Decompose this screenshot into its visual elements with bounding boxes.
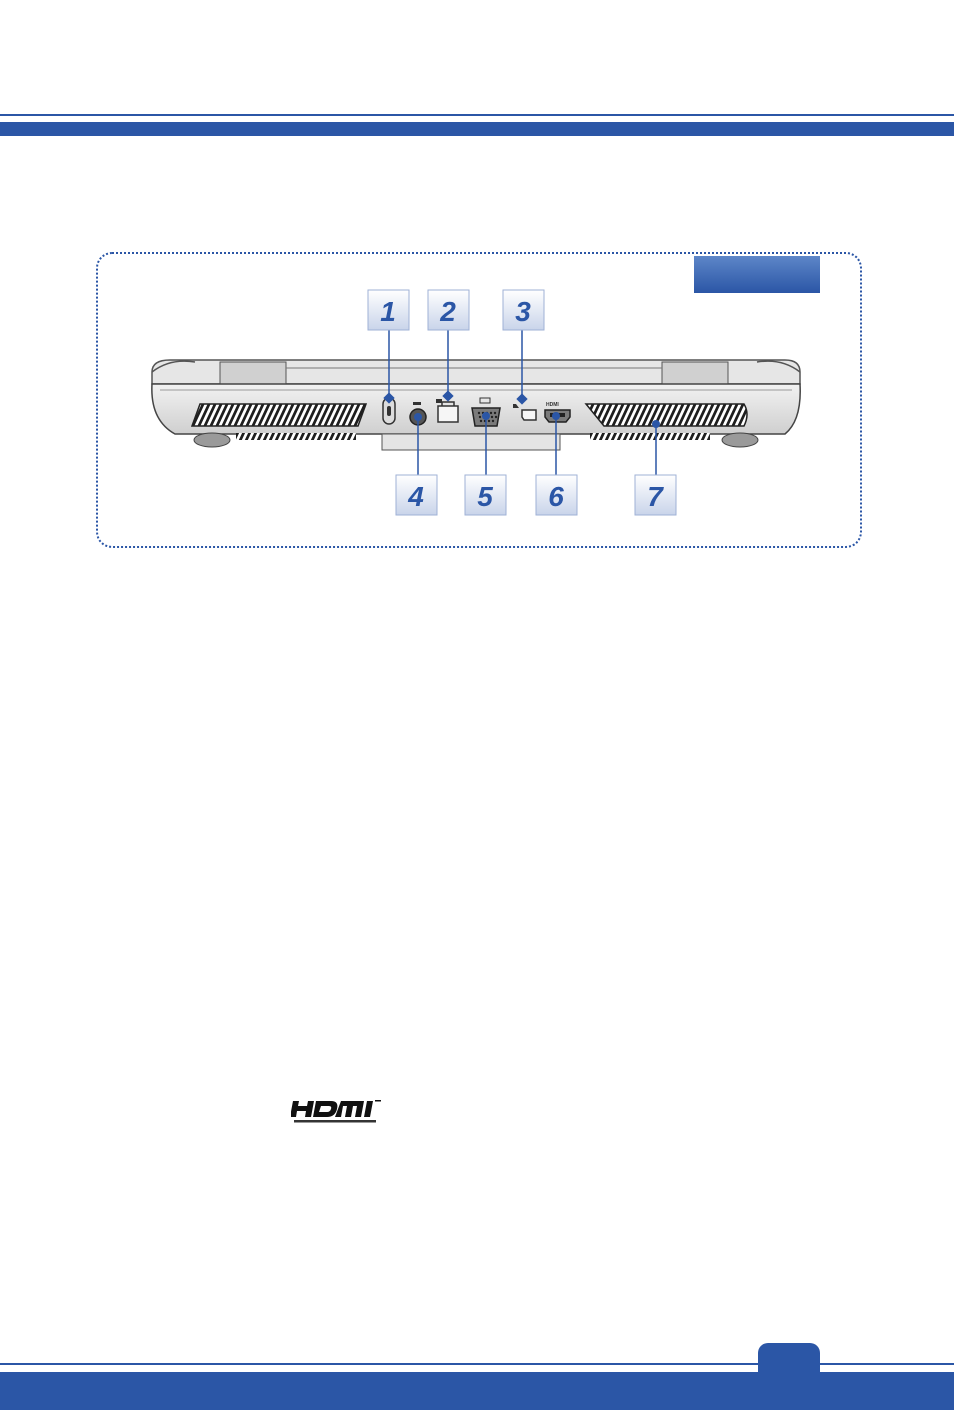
callout-3-number: 3 [515,296,531,327]
rear-view-figure [0,0,954,600]
callout-2 [428,290,469,330]
callout-1-number: 1 [380,296,396,327]
callout-4 [396,475,437,515]
page-number-tab [758,1343,820,1379]
callout-4-number: 4 [408,481,424,512]
callout-1 [368,290,409,330]
hdmi-logo [291,1097,387,1125]
callout-7 [635,475,676,515]
callout-5-number: 5 [477,481,493,512]
callout-6 [536,475,577,515]
callout-5 [465,475,506,515]
rj45-port [436,399,458,422]
callout-6-number: 6 [548,481,564,512]
laptop-lid [152,360,800,384]
callout-3 [503,290,544,330]
right-vent [586,404,747,426]
left-vent [192,404,366,426]
callout-2-number: 2 [440,296,456,327]
hdmi-port-label: HDMI [546,402,559,408]
callout-7-number: 7 [647,481,663,512]
